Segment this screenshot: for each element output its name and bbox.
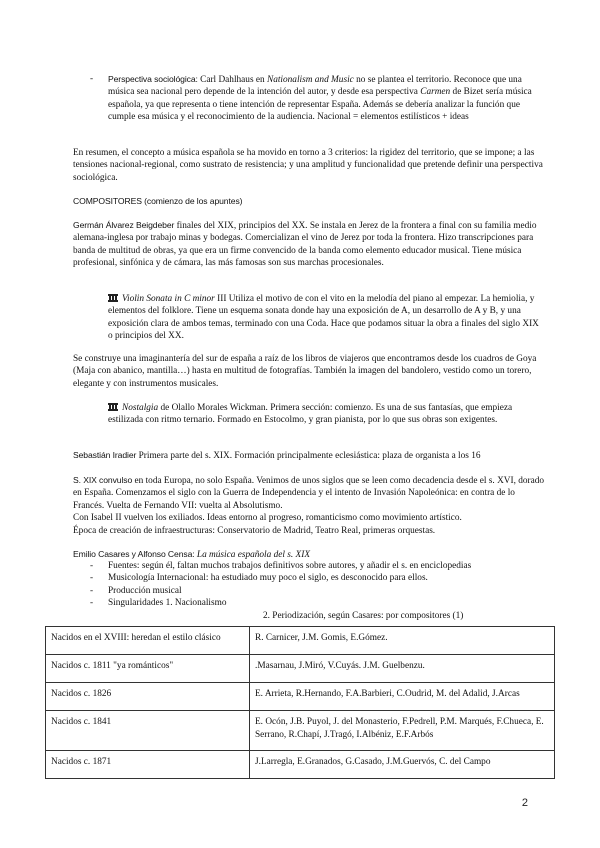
opera-title: Carmen [420,87,451,98]
author-names: Emilio Casares y Alfonso Censa: [73,549,195,559]
section-label: S. XIX convulso [73,475,133,485]
table-cell-period: Nacidos c. 1811 "ya románticos" [46,655,250,683]
table-cell-composers: J.Larregla, E.Granados, G.Casado, J.M.Guervós, C. del Campo [250,751,555,779]
table-cell-period: Nacidos en el XVIII: heredan el estilo clásico [46,627,250,655]
book-title: Nationalism and Music [267,75,354,85]
violin-sonata-paragraph: Violin Sonata in C minor III Utiliza el motivo de con el vito en la melodía del piano al empezar. La hemiolia, y elementos del folklore. Tiene un esquema sonata donde hay una exposición de A, un desarrollo de A y B, y una exposición clara de ambos temas, terminado con una Coda. Hace que podamos situar la obra a finales del siglo XIX o principios del XX. [108,294,539,342]
music-score-icon [108,403,118,411]
page-number: 2 [521,797,528,809]
sxix-line-2: Con Isabel II vuelven los exiliados. Ideas entorno al progreso, romanticismo como movimiento artístico. [73,513,462,524]
composer-name: Sebastián Iradier [73,450,137,460]
composers-heading: COMPOSITORES (comienzo de los apuntes) [73,196,243,206]
intro-label: Perspectiva sociológica: [108,74,198,84]
nostalgia-paragraph: Nostalgia de Olallo Morales Wickman. Primera sección: comienzo. Es una de sus fantasías, que empieza estilizada con ritmo ternario. Formado en Estocolmo, y gran pianista, por lo que sus obras son exigentes. [108,403,513,426]
list-item: - Producción musical [90,585,182,596]
table-cell-composers: E. Ocón, J.B. Puyol, J. del Monasterio, F.Pedrell, P.M. Marqués, F.Chueca, E. Serrano, R.Chapí, J.Tragó, I.Albéniz, E.F.Arbós [250,711,555,751]
intro-bullet-text: Perspectiva sociológica: Carl Dahlhaus en Nationalism and Music no se plantea el territorio. Reconoce que una música sea nacional pero depende de la intención del autor, y desde esa perspectiva Carmen de Bizet sería música española, ya que representa o tiene intención de representar España. Además se debería analizar la función que cumple esa música y el reconocimiento de la audiencia. Nacional = elementos estilísticos + ideas [108,74,532,123]
intro-bullet [90,73,545,124]
imaginary-paragraph: Se construye una imaginantería del sur de españa a raíz de los libros de viajeros que encontramos desde los cuadros de Goya (Maja con abanico, mantilla…) hasta en multitud de fotografías. También la imagen del bandolero, vestido como un torero, elegante y con instrumentos musicales. [73,354,537,389]
table-cell-period: Nacidos c. 1841 [46,711,250,751]
casares-list [90,560,545,622]
table-row [46,751,555,779]
list-item: - Fuentes: según él, faltan muchos trabajos definitivos sobre autores, y añadir el s. en enciclopedias [90,561,472,571]
table-row [46,655,555,683]
table-cell-composers: R. Carnicer, J.M. Gomis, E.Gómez. [250,627,555,655]
iradier-paragraph: Sebastián Iradier Primera parte del s. XIX. Formación principalmente eclesiástica: plaza de organista a los 16 [73,450,481,461]
table-cell-composers: .Masarnau, J.Miró, V.Cuyás. J.M. Guelbenzu. [250,655,555,683]
table-cell-period: Nacidos c. 1871 [46,751,250,779]
book-title: La música española del s. XIX [196,550,311,560]
sxix-line-3: Época de creación de infraestructuras: Conservatorio de Madrid, Teatro Real, primeras orquestas. [73,525,436,536]
sxix-paragraph: S. XIX convulso en toda Europa, no solo España. Venimos de unos siglos que se leen como decadencia desde el s. XVI, dorado en España. Comenzamos el siglo con la Guerra de Independencia y el intento de Invasión Napoleónica: en contra de lo Francés. Vuelta de Fernando VII: vuelta al Absolutismo. Con Isabel II vuelven los exiliados. Ideas entorno al progreso, romanticismo como movimiento artístico. Época de creación de infraestructuras: Conservatorio de Madrid, Teatro Real, primeras orquestas. [73,475,545,536]
table-cell-composers: E. Arrieta, R.Hernando, F.A.Barbieri, C.Oudrid, M. del Adalid, J.Arcas [250,683,555,711]
list-subitem: 2. Periodización, según Casares: por compositores (1) [263,610,464,621]
table-cell-period: Nacidos c. 1826 [46,683,250,711]
composers-table [45,626,555,779]
table-row [46,711,555,751]
composer-name: Germán Álvarez Beigdeber [73,220,175,230]
summary-paragraph: En resumen, el concepto a música española se ha movido en torno a 3 criterios: la rigidez del territorio, que se impone; a las tensiones nacional-regional, como sustrato de resistencia; y una amplitud y funcionalidad que pretende definir una perspectiva sociológica. [73,148,543,183]
beigdeber-paragraph: Germán Álvarez Beigdeber finales del XIX, principios del XX. Se instala en Jerez de la frontera a final con su familia medio alemana-inglesa por trabajo minas y bodegas. Comercializan el vino de Jerez por toda la frontera. Hizo transcripciones para banda de multitud de obras, ya que era un firme convencido de la banda como elemento educador musical. Tiene música profesional, sinfónica y de cámara, las más famosas son sus marchas procesionales. [73,220,537,269]
list-item: - Singularidades 1. Nacionalismo [90,598,227,609]
table-row [46,683,555,711]
bullet-dash: - [90,74,94,84]
work-title: Nostalgia [122,403,159,413]
work-title: Violin Sonata in C minor [122,294,215,304]
table-row [46,627,555,655]
list-item: - Musicología Internacional: ha estudiado muy poco el siglo, es desconocido para ellos. [90,573,428,584]
music-score-icon [108,294,118,302]
